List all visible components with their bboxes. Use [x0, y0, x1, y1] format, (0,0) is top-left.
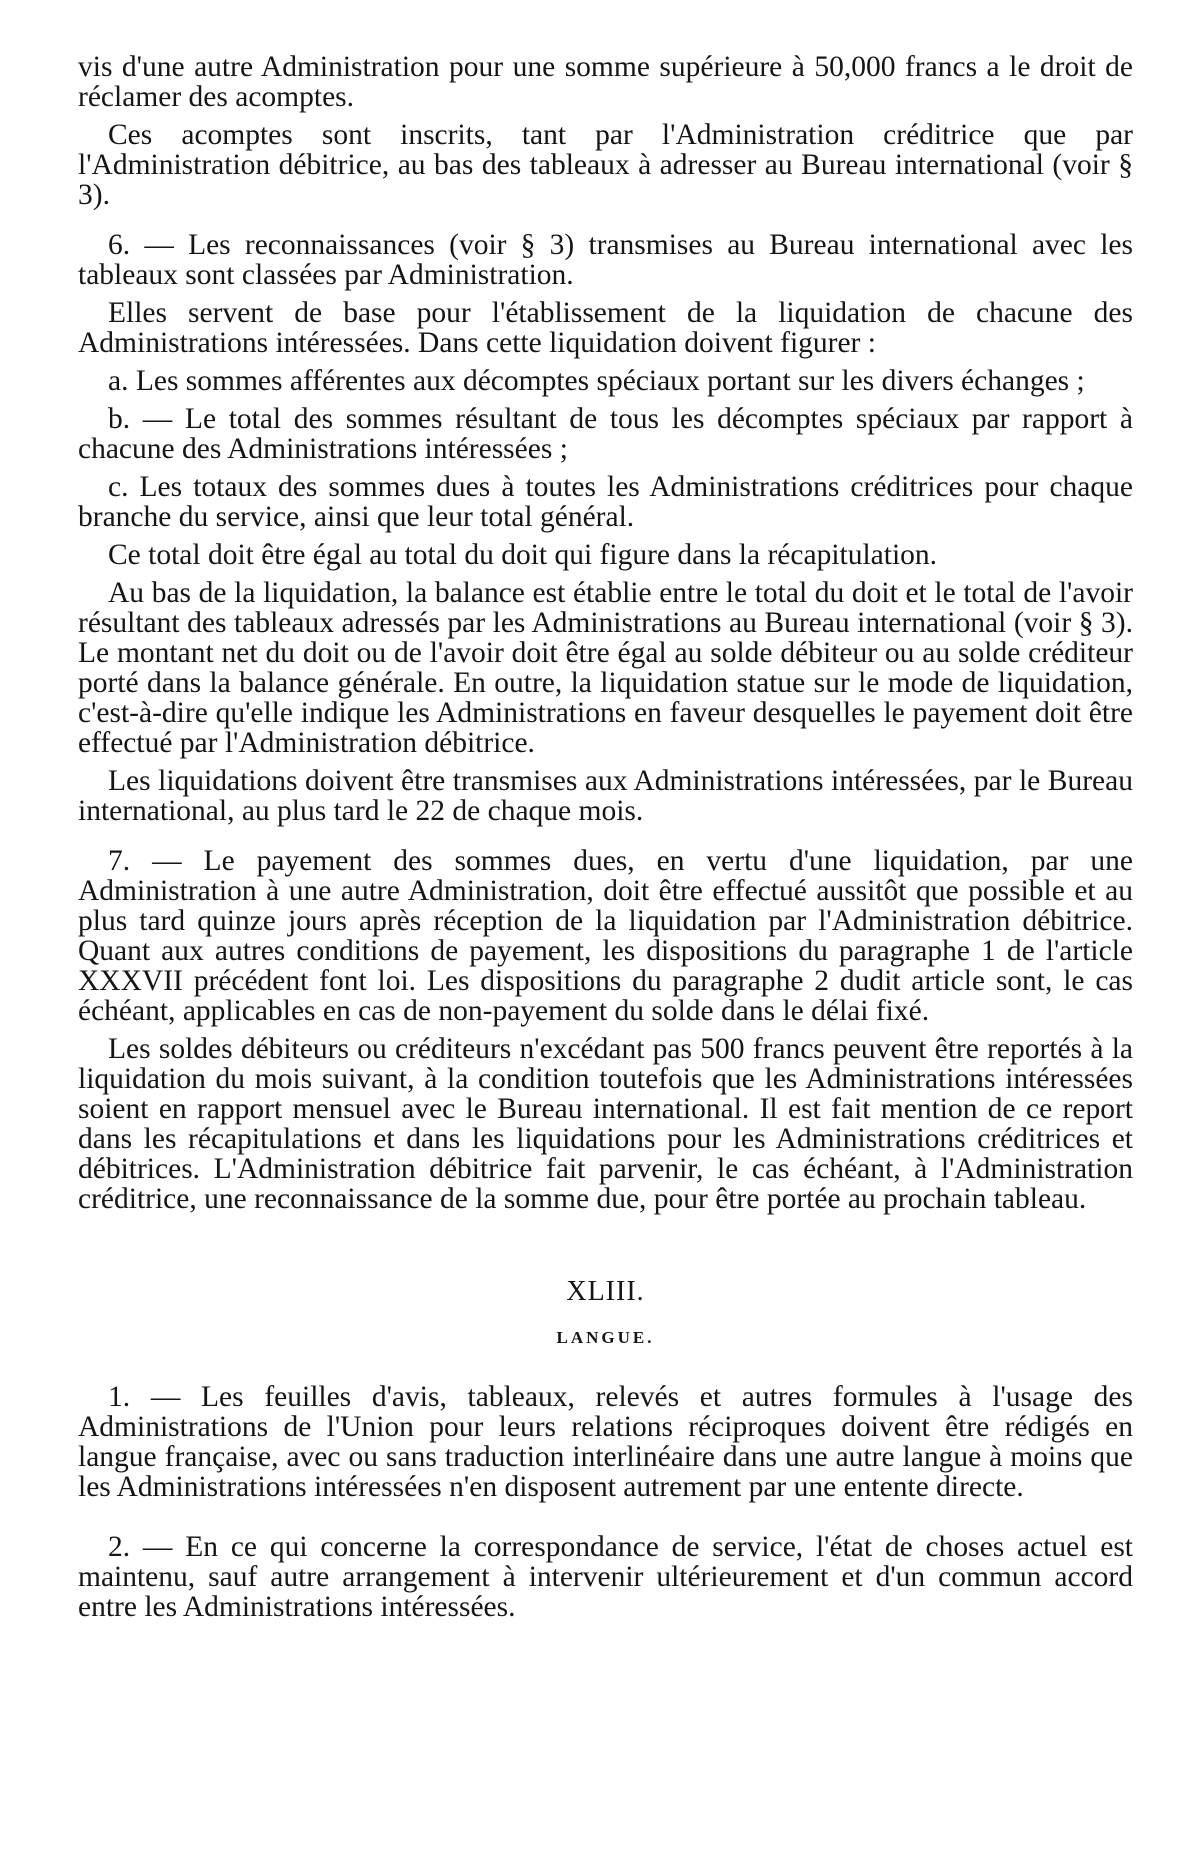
section-title: LANGUE. — [556, 1328, 655, 1347]
list-item-c: c. Les totaux des sommes dues à toutes les Administrations créditrices pour chaque branche du service, ainsi que leur total général. — [78, 471, 1133, 533]
section-number: XLIII. — [566, 1276, 645, 1307]
paragraph-balance: Au bas de la liquidation, la balance est établie entre le total du doit et le total de l'avoir résultant des tableaux adressés par les Administrations au Bureau international (voir § 3). Le montant net du doit ou de l'avoir doit être égal au solde débiteur ou au solde créditeur porté dans la balance générale. En outre, la liquidation statue sur le mode de liquidation, c'est-à-dire qu'elle indique les Administrations en faveur desquelles le payement doit être effectué par l'Administration débitrice. — [78, 577, 1133, 759]
paragraph-total: Ce total doit être égal au total du doit qui figure dans la récapitulation. — [108, 539, 938, 571]
document-page — [78, 52, 1133, 1630]
list-item-b: b. — Le total des sommes résultant de tous les décomptes spéciaux par rapport à chacune des Administrations intéressées ; — [78, 403, 1133, 465]
section-heading — [78, 1276, 1133, 1348]
paragraph-7-payement: 7. — Le payement des sommes dues, en vertu d'une liquidation, par une Administration à une autre Administration, doit être effectué aussitôt que possible et au plus tard quinze jours après réception de la liquidation par l'Administration débitrice. Quant aux autres conditions de payement, les dispositions du paragraphe 1 de l'article XXXVII précédent font loi. Les dispositions du paragraphe 2 dudit article sont, le cas échéant, applicables en cas de non-payement du solde dans le délai fixé. — [78, 845, 1133, 1027]
paragraph-liquidation-base: Elles servent de base pour l'établissement de la liquidation de chacune des Administrations intéressées. Dans cette liquidation doivent figurer : — [78, 297, 1133, 359]
paragraph-continuation: vis d'une autre Administration pour une somme supérieure à 50,000 francs a le droit de réclamer des acomptes. — [78, 51, 1133, 113]
paragraph-langue-1: 1. — Les feuilles d'avis, tableaux, relevés et autres formules à l'usage des Administrations de l'Union pour leurs relations réciproques doivent être rédigés en langue française, avec ou sans traduction interlinéaire dans une autre langue à moins que les Administrations intéressées n'en disposent autrement par une entente directe. — [78, 1381, 1133, 1503]
paragraph-langue-2: 2. — En ce qui concerne la correspondance de service, l'état de choses actuel est maintenu, sauf autre arrangement à intervenir ultérieurement et d'un commun accord entre les Administrations intéressées. — [78, 1531, 1133, 1623]
paragraph-6-reconnaissances: 6. — Les reconnaissances (voir § 3) transmises au Bureau international avec les tableaux sont classées par Administration. — [78, 229, 1133, 291]
paragraph-acomptes: Ces acomptes sont inscrits, tant par l'Administration créditrice que par l'Administration débitrice, au bas des tableaux à adresser au Bureau international (voir § 3). — [78, 119, 1133, 211]
paragraph-transmission: Les liquidations doivent être transmises aux Administrations intéressées, par le Bureau international, au plus tard le 22 de chaque mois. — [78, 765, 1133, 827]
paragraph-soldes: Les soldes débiteurs ou créditeurs n'excédant pas 500 francs peuvent être reportés à la liquidation du mois suivant, à la condition toutefois que les Administrations intéressées soient en rapport mensuel avec le Bureau international. Il est fait mention de ce report dans les récapitulations et dans les liquidations pour les Administrations créditrices et débitrices. L'Administration débitrice fait parvenir, le cas échéant, à l'Administration créditrice, une reconnaissance de la somme due, pour être portée au prochain tableau. — [78, 1033, 1133, 1215]
list-item-a: a. Les sommes afférentes aux décomptes spéciaux portant sur les divers échanges ; — [108, 365, 1085, 397]
